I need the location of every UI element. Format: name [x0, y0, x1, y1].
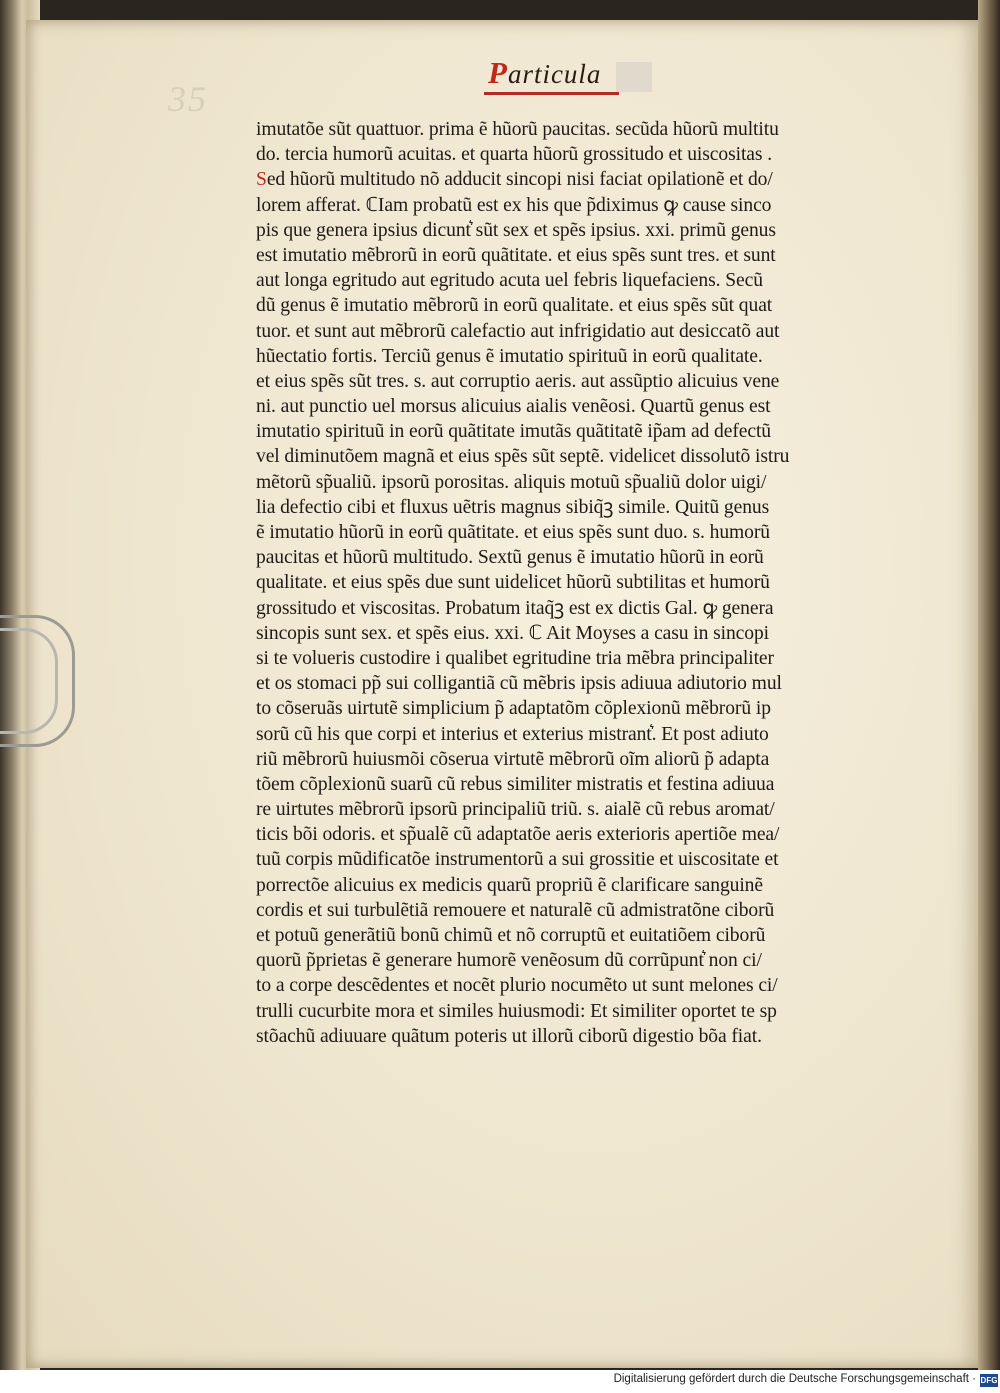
header-rest: articula	[507, 59, 602, 89]
text-line	[256, 722, 874, 747]
line-text: tuũ corpis mũdificatõe instrumentorũ a sui grossitie et uiscositate et	[256, 849, 779, 871]
header-underline	[484, 92, 619, 95]
line-text: et eius spẽs sũt tres. s. aut corruptio aeris. aut assũptio alicuius vene	[256, 370, 780, 392]
text-line	[256, 142, 874, 167]
text-line	[256, 243, 874, 268]
text-line	[256, 822, 874, 847]
text-line	[256, 570, 874, 595]
line-text: pis que genera ipsius dicunt͛ sũt sex et spẽs ipsius. xxi. primũ genus	[256, 219, 776, 241]
text-line	[256, 495, 874, 520]
line-text: to cõseruãs uirtutẽ simplicium p̃ adaptatõm cõplexionũ mẽbrorũ ip	[256, 698, 771, 720]
text-line	[256, 520, 874, 545]
text-line	[256, 470, 874, 495]
line-text: re uirtutes mẽbrorũ ipsorũ principaliũ triũ. s. aialẽ cũ rebus aromat/	[256, 799, 775, 821]
line-text: paucitas et hũorũ multitudo. Sextũ genus ẽ imutatio hũorũ in eorũ	[256, 547, 764, 569]
text-line	[256, 671, 874, 696]
text-line	[256, 923, 874, 948]
dfg-logo: DFG	[980, 1376, 998, 1385]
text-line	[256, 696, 874, 721]
line-text: stõachũ adiuuare quãtum poteris ut illorũ ciborũ digestio bõa fiat.	[256, 1025, 762, 1047]
line-text: si te volueris custodire i qualibet egritudine tria mẽbra principaliter	[256, 647, 774, 669]
text-line	[256, 193, 874, 218]
text-line	[256, 948, 874, 973]
line-text: do. tercia humorũ acuitas. et quarta hũorũ grossitudo et uiscositas .	[256, 144, 773, 166]
text-line	[256, 999, 874, 1024]
line-text: vel diminutõem magnã et eius spẽs sũt septẽ. videlicet dissolutõ istru	[256, 446, 790, 468]
text-line	[256, 394, 874, 419]
rubricated-initial: S	[256, 169, 267, 191]
line-text: lia defectio cibi et fluxus uẽtris magnus sibiq̃ꝫ simile. Quitũ genus	[256, 496, 770, 518]
text-line	[256, 117, 874, 142]
paper-clip	[0, 615, 75, 747]
line-text: cordis et sui turbulẽtiã remouere et naturalẽ cũ admistratõne ciborũ	[256, 899, 775, 921]
text-line	[256, 747, 874, 772]
line-text: mẽtorũ sp̃ualiũ. ipsorũ porositas. aliquis motuũ sp̃ualiũ dolor uigi/	[256, 471, 767, 493]
funding-notice: Digitalisierung gefördert durch die Deutsche Forschungsgemeinschaft ·	[613, 1373, 976, 1385]
line-text: tuor. et sunt aut mẽbrorũ calefactio aut infrigidatio aut desiccatõ aut	[256, 320, 780, 342]
line-text: et os stomaci pp̃ sui colligantiã cũ mẽbris ipsis adiuua adiutorio mul	[256, 673, 782, 695]
line-text: et potuũ generãtiũ bonũ chimũ et nõ corruptũ et euitatiõem ciborũ	[256, 925, 766, 946]
line-text: qualitate. et eius spẽs due sunt uidelicet hũorũ subtilitas et humorũ	[256, 572, 770, 594]
line-text: tõem cõplexionũ suarũ cũ rebus similiter mistratis et festina adiuua	[256, 773, 775, 795]
text-line	[256, 167, 874, 192]
text-line	[256, 419, 874, 444]
text-line	[256, 797, 874, 822]
text-line	[256, 873, 874, 898]
line-text: ni. aut punctio uel morsus alicuius aialis venẽosi. Quartũ genus est	[256, 396, 771, 418]
text-line	[256, 319, 874, 344]
page-edges-right	[978, 0, 1000, 1370]
line-text: to a corpe descẽdentes et nocẽt plurio nocumẽto ut sunt melones ci/	[256, 975, 778, 997]
text-line	[256, 545, 874, 570]
text-line	[256, 293, 874, 318]
text-block	[256, 117, 874, 1049]
header-initial: P	[488, 55, 508, 90]
line-text: imutatõe sũt quattuor. prima ẽ hũorũ paucitas. secũda hũorũ multitu	[256, 119, 779, 140]
line-text: ticis bõi odoris. et sp̃ualẽ cũ adaptatõe aeris exterioris apertiõe mea/	[256, 824, 780, 846]
text-line	[256, 646, 874, 671]
line-text: dũ genus ẽ imutatio mẽbrorũ in eorũ qualitate. et eius spẽs sũt quat	[256, 295, 773, 317]
line-text: aut longa egritudo aut egritudo acuta uel febris liquefaciens. Secũ	[256, 270, 763, 292]
stamp-residue	[616, 62, 652, 92]
line-text: quorũ p̃prietas ẽ generare humorẽ venẽosum dũ corrũpunt͛ non ci/	[256, 950, 762, 972]
line-text: ẽ imutatio hũorũ in eorũ quãtitate. et eius spẽs sunt duo. s. humorũ	[256, 522, 770, 543]
line-text: sincopis sunt sex. et spẽs eius. xxi. ℂ Ait Moyses a casu in sincopi	[256, 622, 770, 644]
text-line	[256, 369, 874, 394]
text-line	[256, 444, 874, 469]
text-line	[256, 344, 874, 369]
text-line	[256, 268, 874, 293]
text-line	[256, 218, 874, 243]
footer-bar	[0, 1370, 1000, 1393]
text-line	[256, 847, 874, 872]
text-line	[256, 772, 874, 797]
line-text: est imutatio mẽbrorũ in eorũ quãtitate. et eius spẽs sunt tres. et sunt	[256, 244, 776, 266]
text-line	[256, 898, 874, 923]
text-line	[256, 973, 874, 998]
running-header	[488, 55, 601, 91]
line-text: sorũ cũ his que corpi et interius et exterius mistrant͛. Et post adiuto	[256, 723, 769, 745]
text-line	[256, 596, 874, 621]
line-text: imutatio spirituũ in eorũ quãtitate imutãs quãtitatẽ ip̃am ad defectũ	[256, 421, 772, 443]
pencil-folio-mark: 35	[168, 79, 208, 119]
line-text: porrectõe alicuius ex medicis quarũ propriũ ẽ clarificare sanguinẽ	[256, 874, 763, 896]
line-text: hũectatio fortis. Terciũ genus ẽ imutatio spirituũ in eorũ qualitate.	[256, 345, 763, 367]
text-line	[256, 1024, 874, 1049]
line-text: lorem afferat. ℂIam probatũ est ex his que p̃diximus ꝙ cause sinco	[256, 194, 772, 216]
line-text: riũ mẽbrorũ huiusmõi cõserua virtutẽ mẽbrorũ oĩm aliorũ p̃ adapta	[256, 748, 770, 770]
line-text: grossitudo et viscositas. Probatum itaq̃ꝫ est ex dictis Gal. ꝙ genera	[256, 597, 774, 619]
line-text: ed hũorũ multitudo nõ adducit sincopi nisi faciat opilationẽ et do/	[266, 169, 773, 191]
line-text: trulli cucurbite mora et similes huiusmodi: Et similiter oportet te sp	[256, 1000, 777, 1022]
text-line	[256, 621, 874, 646]
